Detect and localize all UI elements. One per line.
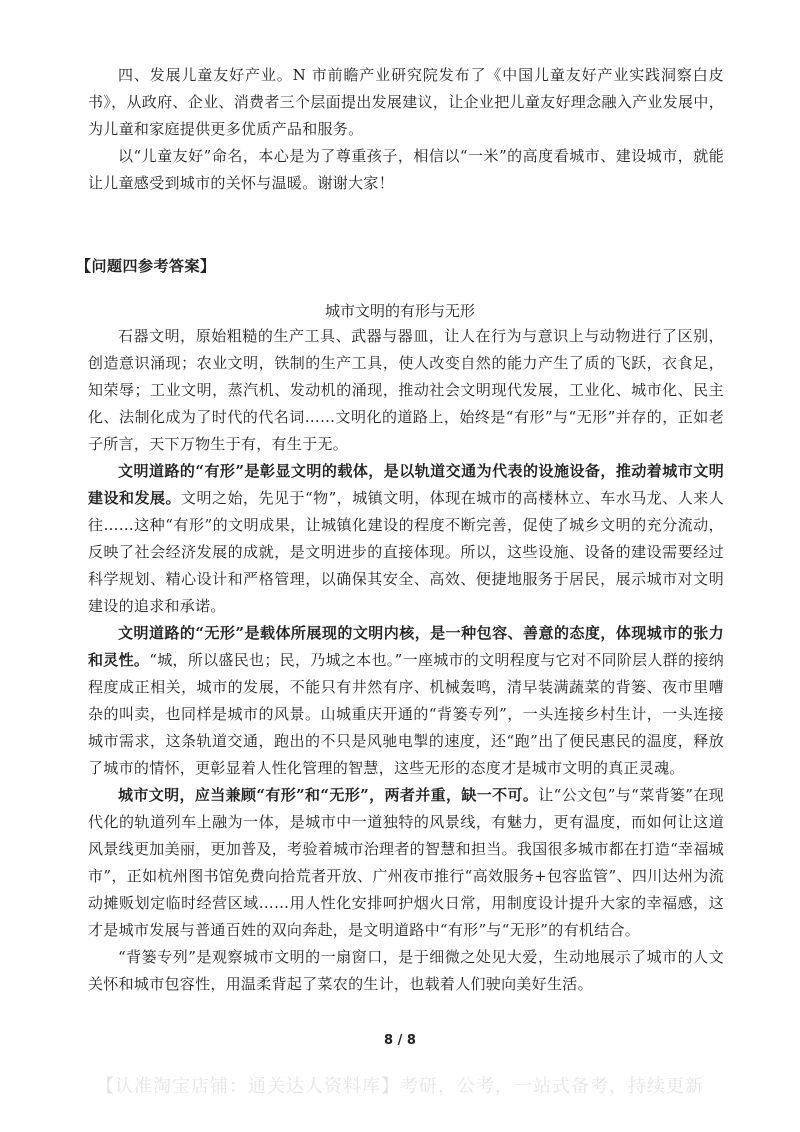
intro-section — [88, 62, 724, 197]
essay-body — [88, 323, 724, 998]
essay-paragraph-3-body: “城，所以盛民也；民，乃城之本也。”一座城市的文明程度与它对不同阶层人群的接纳程度成正相关，城市的发展，不能只有井然有序、机械轰鸣，清早装满蔬菜的背篓、夜市里嘈杂的叫卖，也同样是城市的风景。山城重庆开通的“背篓专列”，一头连接乡村生计，一头连接城市需求，这条轨道交通，跑出的不只是风驰电掣的速度，还“跑”出了便民惠民的温度，释放了城市的情怀，更彰显着人性化管理的智慧，这些无形的态度才是城市文明的真正灵魂。 — [88, 651, 725, 777]
page-number: 8 / 8 — [384, 1033, 416, 1048]
essay-paragraph-1: 石器文明，原始粗糙的生产工具、武器与器皿，让人在行为与意识上与动物进行了区别，创造意识涌现；农业文明，铁制的生产工具，使人改变自然的能力产生了质的飞跃，衣食足，知荣辱；工业文明，蒸汽机、发动机的涌现，推动社会文明现代发展，工业化、城市化、民主化、法制化成为了时代的代名词……文明化的道路上，始终是“有形”与“无形”并存的，正如老子所言，天下万物生于有，有生于无。 — [88, 327, 724, 453]
essay-title: 城市文明的有形与无形 — [324, 302, 475, 320]
essay-paragraph-2-body: 文明之始，先见于“物”，城镇文明，体现在城市的高楼林立、车水马龙、人来人往……这种“有形”的文明成果，让城镇化建设的程度不断完善，促使了城乡文明的充分流动，反映了社会经济发展的成就，是文明进步的直接体现。所以，这些设施、设备的建设需要经过科学规划、精心设计和严格管理，以确保其安全、高效、便捷地服务于居民，展示城市对文明建设的追求和承诺。 — [88, 489, 724, 615]
essay-paragraph-2-thesis: 文明道路的“有形”是彰显文明的载体，是以轨道交通为代表的设施设备，推动着城市文明建设和发展。 — [88, 462, 724, 507]
essay-paragraph-2 — [88, 458, 724, 620]
intro-paragraph-2: 以“儿童友好”命名，本心是为了尊重孩子，相信以“一米”的高度看城市、建设城市，就能让儿童感受到城市的关怀与温暖。谢谢大家！ — [88, 147, 724, 192]
watermark: 【认准淘宝店铺：通关达人资料库】考研，公考，一站式备考，持续更新 — [96, 1076, 704, 1097]
essay-paragraph-4 — [88, 782, 724, 944]
essay-paragraph-5: “背篓专列”是观察城市文明的一扇窗口，是于细微之处见大爱，生动地展示了城市的人文关怀和城市包容性，用温柔背起了菜农的生计，也载着人们驶向美好生活。 — [88, 948, 724, 993]
essay-paragraph-4-thesis: 城市文明，应当兼顾“有形”和“无形”，两者并重，缺一不可。 — [118, 786, 539, 804]
essay-paragraph-3 — [88, 620, 724, 782]
intro-paragraph-1: 四、发展儿童友好产业。N 市前瞻产业研究院发布了《中国儿童友好产业实践洞察白皮书》，从政府、企业、消费者三个层面提出发展建议，让企业把儿童友好理念融入产业发展中，为儿童和家庭提供更多优质产品和服务。 — [88, 66, 724, 138]
essay-paragraph-3-thesis: 文明道路的“无形”是载体所展现的文明内核，是一种包容、善意的态度，体现城市的张力和灵性。 — [88, 624, 724, 669]
section-header: 【问题四参考答案】 — [76, 257, 216, 275]
essay-paragraph-4-body: 让“公文包”与“菜背篓”在现代化的轨道列车上融为一体，是城市中一道独特的风景线，有魅力，更有温度，而如何让这道风景线更加美丽，更加普及，考验着城市治理者的智慧和担当。我国很多城市都在打造“幸福城市”，正如杭州图书馆免费向拾荒者开放、广州夜市推行“高效服务+包容监管”、四川达州为流动摊贩划定临时经营区域……用人性化安排呵护烟火日常，用制度设计提升大家的幸福感，这才是城市发展与普通百姓的双向奔赴，是文明道路中“有形”与“无形”的有机结合。 — [88, 786, 725, 939]
